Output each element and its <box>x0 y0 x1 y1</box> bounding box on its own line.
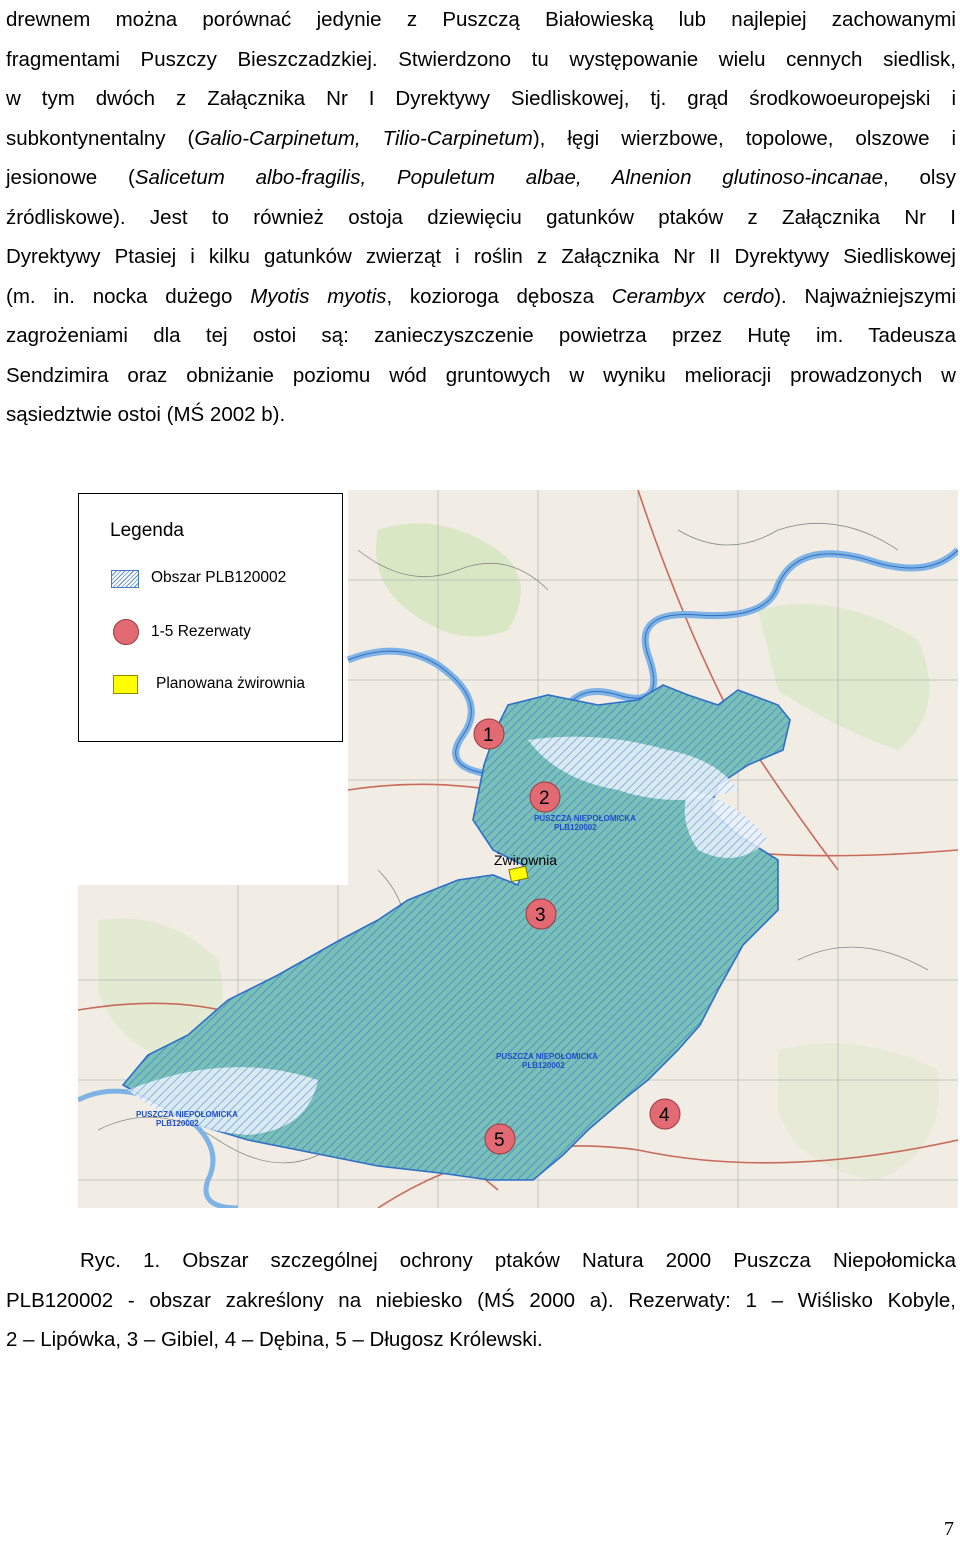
italic-text: Cerambyx cerdo <box>611 284 775 308</box>
paragraph-line <box>6 237 956 277</box>
gravel-pit-label: Żwirownia <box>494 852 558 868</box>
text-run: ). Najważniejszymi <box>774 284 957 308</box>
text-run: w tym dwóch z Załącznika Nr I Dyrektywy Siedliskowej, tj. grąd środkowoeuropejski i <box>6 87 956 110</box>
legend-item-label: Planowana żwirownia <box>156 675 306 692</box>
text-run: zagrożeniami dla tej ostoi są: zanieczyszczenie powietrza przez Hutę im. Tadeusza <box>6 324 956 347</box>
page-number: 7 <box>944 1518 954 1540</box>
area-label-line1: PUSZCZA NIEPOŁOMICKA <box>136 1110 238 1119</box>
text-run: Dyrektywy Ptasiej i kilku gatunków zwierząt i roślin z Załącznika Nr II Dyrektywy Siedliskowej <box>6 245 956 268</box>
caption-line: PLB120002 - obszar zakreślony na niebiesko (MŚ 2000 a). Rezerwaty: 1 – Wiślisko Kobyle, <box>6 1288 956 1312</box>
legend-item-label: 1-5 Rezerwaty <box>151 623 251 640</box>
text-run: Sendzimira oraz obniżanie poziomu wód gruntowych w wyniku melioracji prowadzonych w <box>6 363 956 387</box>
paragraph-line <box>6 119 956 159</box>
text-run: drewnem można porównać jedynie z Puszczą Białowieską lub najlepiej zachowanymi <box>6 8 956 31</box>
area-label-line2: PLB120002 <box>522 1061 565 1070</box>
figure-caption <box>6 1241 956 1360</box>
text-run: , kozioroga dębosza <box>386 284 612 308</box>
text-run: , olsy <box>883 166 956 189</box>
area-label-line1: PUSZCZA NIEPOŁOMICKA <box>534 814 636 823</box>
body-paragraph <box>6 0 956 435</box>
caption-line: 2 – Lipówka, 3 – Gibiel, 4 – Dębina, 5 – Długosz Królewski. <box>6 1328 543 1351</box>
reserve-number: 3 <box>535 905 546 926</box>
red-circle-icon <box>113 619 139 645</box>
paragraph-line <box>6 158 956 198</box>
reserve-marker-1 <box>474 719 504 749</box>
reserve-number: 5 <box>494 1130 505 1151</box>
text-run: (m. in. nocka dużego <box>6 284 251 308</box>
area-label-line1: PUSZCZA NIEPOŁOMICKA <box>496 1052 598 1061</box>
reserve-marker-4 <box>650 1099 680 1129</box>
paragraph-line <box>6 277 956 317</box>
paragraph-line <box>6 198 956 238</box>
text-run: subkontynentalny ( <box>6 126 195 150</box>
reserve-marker-2 <box>530 782 560 812</box>
caption-line: Ryc. 1. Obszar szczególnej ochrony ptaków Natura 2000 Puszcza Niepołomicka <box>80 1249 956 1272</box>
text-run: źródliskowe). Jest to również ostoja dziewięciu gatunków ptaków z Załącznika Nr I <box>6 205 956 229</box>
legend-title: Legenda <box>110 520 184 541</box>
text-run: jesionowe ( <box>6 166 135 189</box>
text-run: ), łęgi wierzbowe, topolowe, olszowe i <box>532 126 956 150</box>
paragraph-line <box>6 40 956 80</box>
text-run: fragmentami Puszczy Bieszczadzkiej. Stwierdzono tu występowanie wielu cennych siedlisk, <box>6 47 956 71</box>
yellow-square-icon <box>113 675 138 694</box>
reserve-number: 2 <box>539 788 550 809</box>
paragraph-line <box>6 395 956 435</box>
paragraph-line <box>6 79 956 119</box>
area-label-line2: PLB120002 <box>156 1119 199 1128</box>
text-run: sąsiedztwie ostoi (MŚ 2002 b). <box>6 403 286 426</box>
legend-item-label: Obszar PLB120002 <box>151 569 287 586</box>
area-label-line2: PLB120002 <box>554 823 597 832</box>
map-legend <box>78 493 343 742</box>
reserve-marker-5 <box>485 1124 515 1154</box>
hatched-area-icon <box>111 570 139 588</box>
reserve-marker-3 <box>526 899 556 929</box>
paragraph-line <box>6 356 956 396</box>
italic-text: Salicetum albo-fragilis, Populetum albae, Alnenion glutinoso-incanae <box>134 166 884 189</box>
italic-text: Myotis myotis <box>250 284 387 308</box>
reserve-number: 4 <box>659 1105 670 1126</box>
paragraph-line <box>6 0 956 40</box>
reserve-number: 1 <box>483 725 494 746</box>
italic-text: Galio-Carpinetum, Tilio-Carpinetum <box>194 126 533 150</box>
paragraph-line <box>6 316 956 356</box>
